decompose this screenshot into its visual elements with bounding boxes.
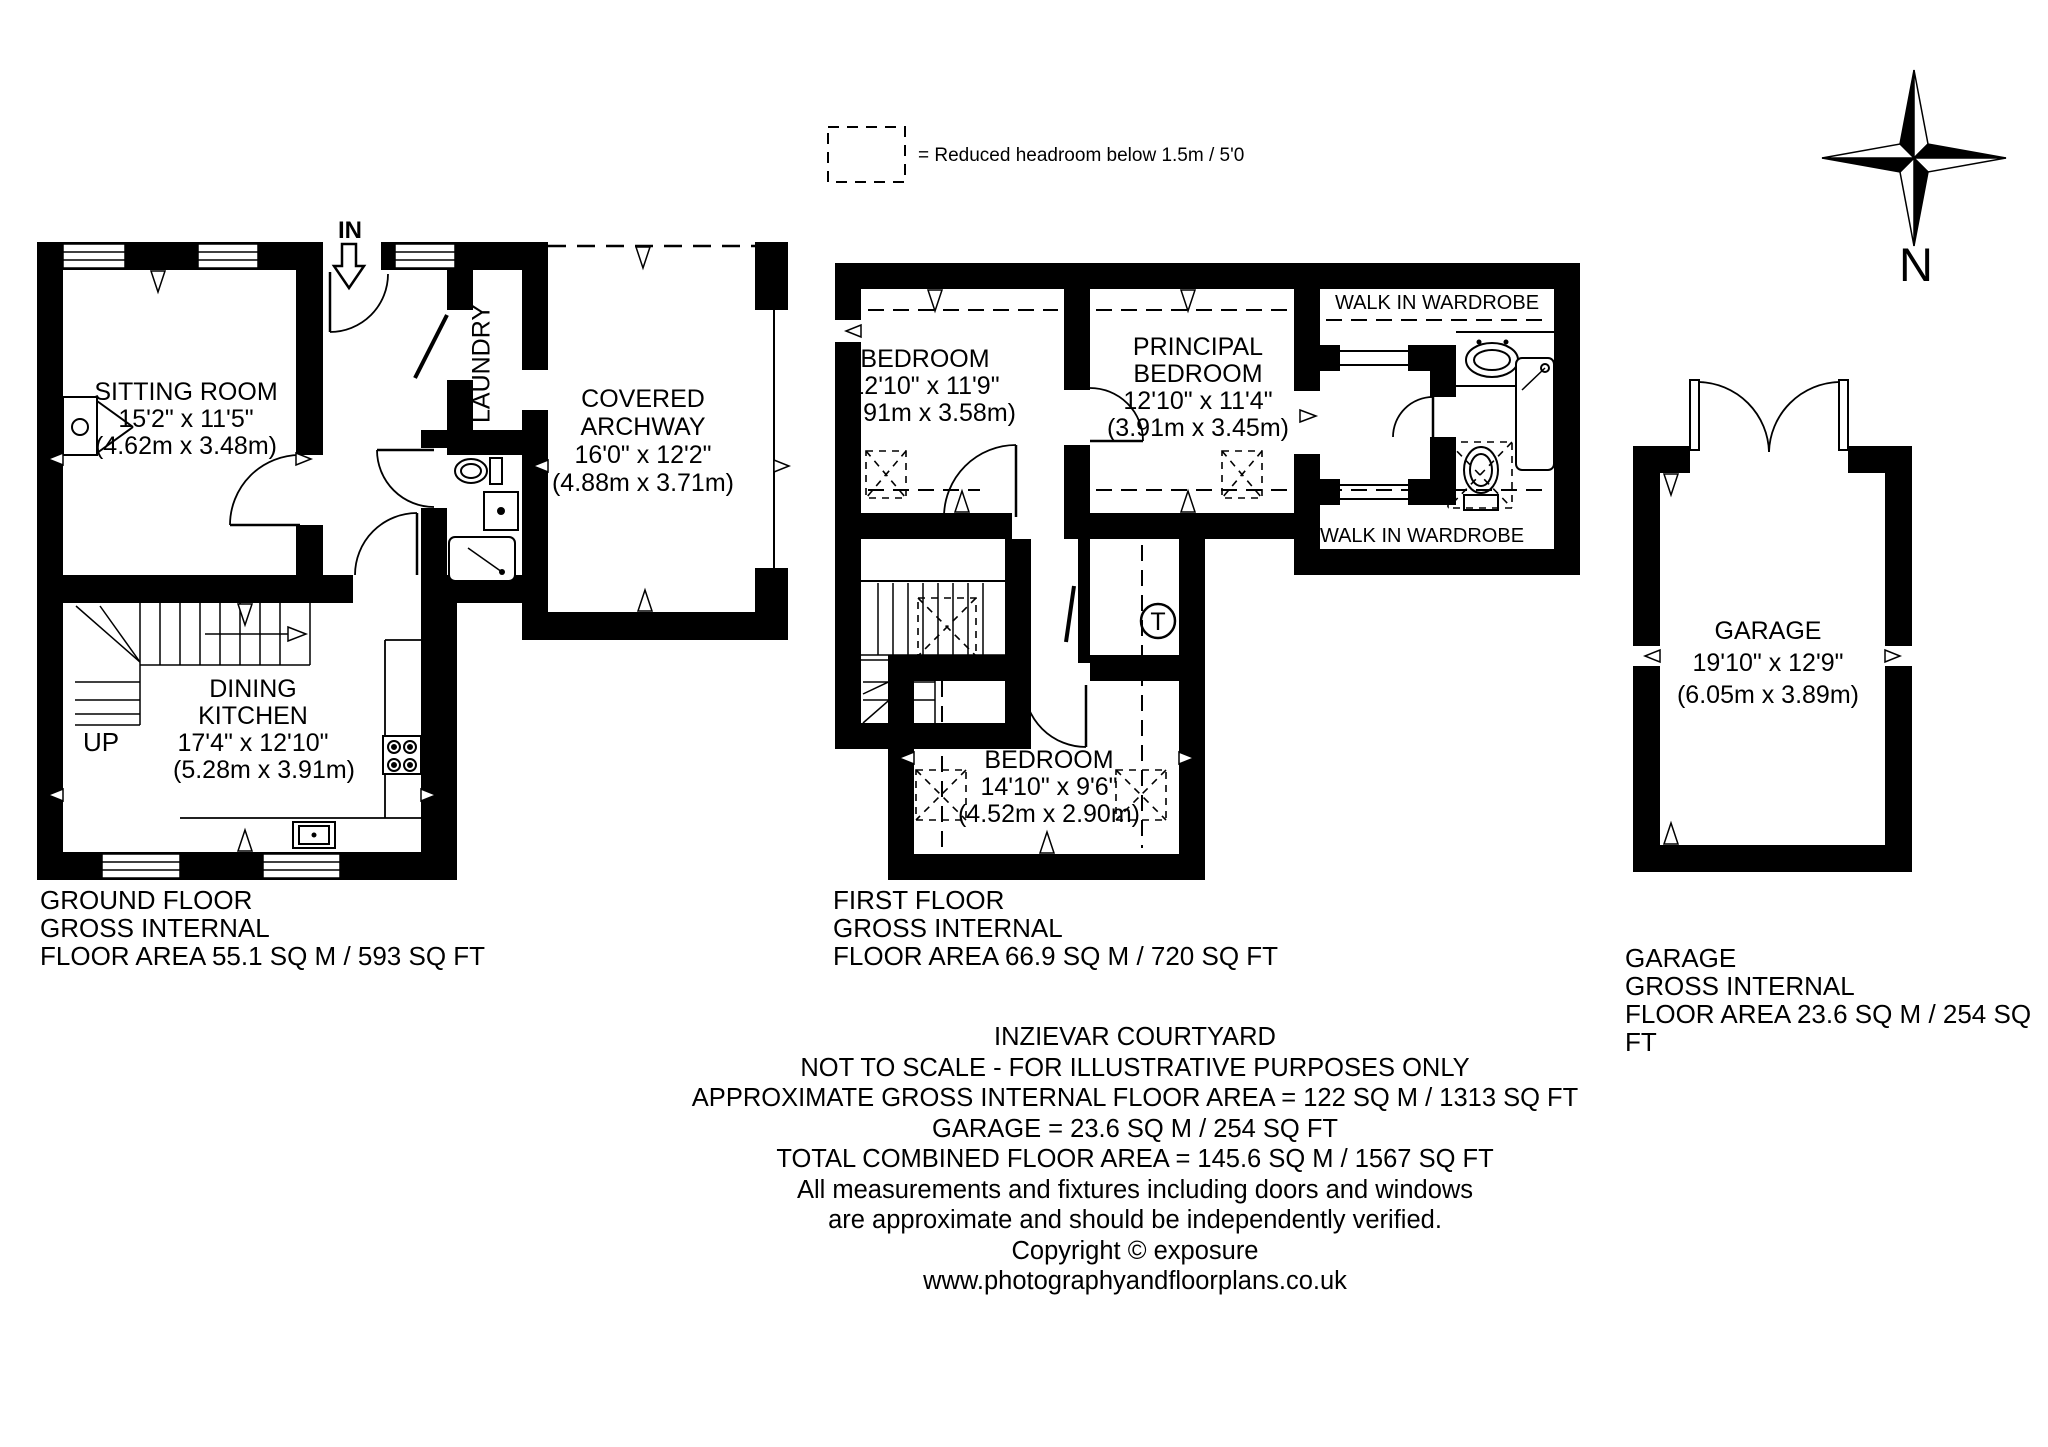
ground-floor-plan (37, 242, 789, 880)
wc-door (377, 450, 434, 507)
caption-line: FIRST FLOOR (833, 885, 1005, 915)
legend-label: = Reduced headroom below 1.5m / 5'0 (918, 145, 1245, 166)
room-label-dining-kitchen (173, 675, 356, 784)
footer-line: NOT TO SCALE - FOR ILLUSTRATIVE PURPOSES ONLY (800, 1053, 1470, 1082)
caption-line: GARAGE (1625, 943, 1737, 973)
caption-line: GROSS INTERNAL (1625, 971, 1855, 1001)
svg-text:T: T (1150, 608, 1166, 636)
room-dims-imperial: 12'10" x 11'4" (1123, 387, 1273, 415)
footer-line-website: www.photographyandfloorplans.co.uk (923, 1267, 1347, 1295)
caption-line: FLOOR AREA 66.9 SQ M / 720 SQ FT (833, 941, 1279, 971)
room-label-garage (1648, 615, 1888, 711)
caption-line: FLOOR AREA 23.6 SQ M / 254 SQ FT (1625, 999, 2032, 1057)
footer-disclaimer (630, 1022, 1640, 1297)
shower-icon (449, 537, 515, 581)
room-dims-metric: (4.88m x 3.71m) (551, 469, 734, 497)
room-name: LAUNDRY (467, 303, 496, 424)
tank-symbol (1141, 604, 1175, 638)
kitchen-sink-icon (293, 822, 335, 848)
room-label-walk-in-wardrobe-top: WALK IN WARDROBE (1334, 292, 1540, 314)
room-label-bedroom-lower (929, 747, 1169, 828)
bedroom-left-door (944, 445, 1016, 517)
room-name: GARAGE (1714, 617, 1822, 645)
caption-line: GROSS INTERNAL (833, 913, 1063, 943)
room-name: BEDROOM (860, 345, 990, 373)
room-dims-imperial: 17'4" x 12'10" (177, 729, 329, 757)
footer-line-copyright: Copyright © exposure (1011, 1236, 1259, 1265)
room-label-sitting-room (46, 379, 326, 460)
compass-north-icon (1822, 70, 2006, 291)
garage-doors (1690, 380, 1848, 452)
room-dims-metric: (4.62m x 3.48m) (94, 432, 277, 460)
laundry-door (415, 315, 447, 378)
room-dims-imperial: 15'2" x 11'5" (118, 405, 254, 433)
compass-north-label: N (1899, 238, 1933, 291)
room-dims-imperial: 12'10" x 11'9" (850, 372, 1000, 400)
room-label-bedroom-left (805, 346, 1045, 427)
sink-icon (484, 492, 518, 530)
room-label-covered-archway (543, 385, 743, 497)
bath-toilet-icon (1464, 447, 1498, 510)
room-dims-imperial: 16'0" x 12'2" (574, 441, 712, 469)
caption-ground-floor (40, 886, 485, 970)
footer-line-title: INZIEVAR COURTYARD (994, 1023, 1276, 1051)
bathroom-door (1393, 397, 1433, 437)
landing-door (1066, 586, 1074, 642)
stairs-first-floor-icon (861, 583, 1005, 723)
caption-line: FLOOR AREA 55.1 SQ M / 593 SQ FT (40, 941, 486, 971)
room-dims-metric: (3.91m x 3.58m) (833, 399, 1016, 427)
entrance-in-label: IN (338, 217, 362, 244)
kitchen-door (355, 513, 417, 575)
entrance-arrow-icon (334, 244, 364, 288)
room-dims-metric: (5.28m x 3.91m) (173, 756, 356, 784)
room-name: COVERED ARCHWAY (580, 385, 706, 441)
room-dims-metric: (4.52m x 2.90m) (957, 800, 1140, 828)
room-name: BEDROOM (984, 746, 1114, 774)
room-name: SITTING ROOM (94, 378, 278, 406)
hob-icon (383, 736, 421, 774)
caption-line: GROUND FLOOR (40, 885, 253, 915)
footer-line: TOTAL COMBINED FLOOR AREA = 145.6 SQ M / 1567 SQ FT (776, 1145, 1494, 1173)
room-name: DINING KITCHEN (198, 675, 308, 730)
room-dims-metric: (6.05m x 3.89m) (1676, 681, 1859, 709)
caption-garage (1625, 944, 2048, 1056)
footer-line: All measurements and fixtures including doors and windows (796, 1175, 1474, 1204)
room-dims-imperial: 14'10" x 9'6" (980, 773, 1118, 801)
room-name: PRINCIPAL BEDROOM (1132, 333, 1264, 388)
legend-reduced-headroom-swatch (828, 127, 905, 182)
footer-line: APPROXIMATE GROSS INTERNAL FLOOR AREA = 122 SQ M / 1313 SQ FT (691, 1084, 1579, 1112)
footer-line: are approximate and should be independently verified. (828, 1206, 1442, 1234)
footer-line: GARAGE = 23.6 SQ M / 254 SQ FT (931, 1114, 1339, 1143)
toilet-icon (455, 458, 502, 484)
ground-floor-walls (37, 242, 788, 880)
bedroom-lower-door (1024, 685, 1086, 747)
bath-shower-icon (1516, 358, 1554, 470)
room-label-walk-in-wardrobe-bottom: WALK IN WARDROBE (1319, 525, 1525, 547)
room-dims-metric: (3.91m x 3.45m) (1106, 414, 1289, 442)
room-dims-imperial: 19'10" x 12'9" (1692, 649, 1844, 677)
bath-sink-icon (1466, 340, 1518, 378)
entrance-door (330, 272, 388, 332)
caption-first-floor (833, 886, 1278, 970)
room-label-laundry (469, 284, 496, 444)
stairs-up-label: UP (82, 727, 120, 757)
sitting-room-door (230, 455, 300, 525)
caption-line: GROSS INTERNAL (40, 913, 270, 943)
room-label-principal-bedroom (1098, 334, 1298, 442)
